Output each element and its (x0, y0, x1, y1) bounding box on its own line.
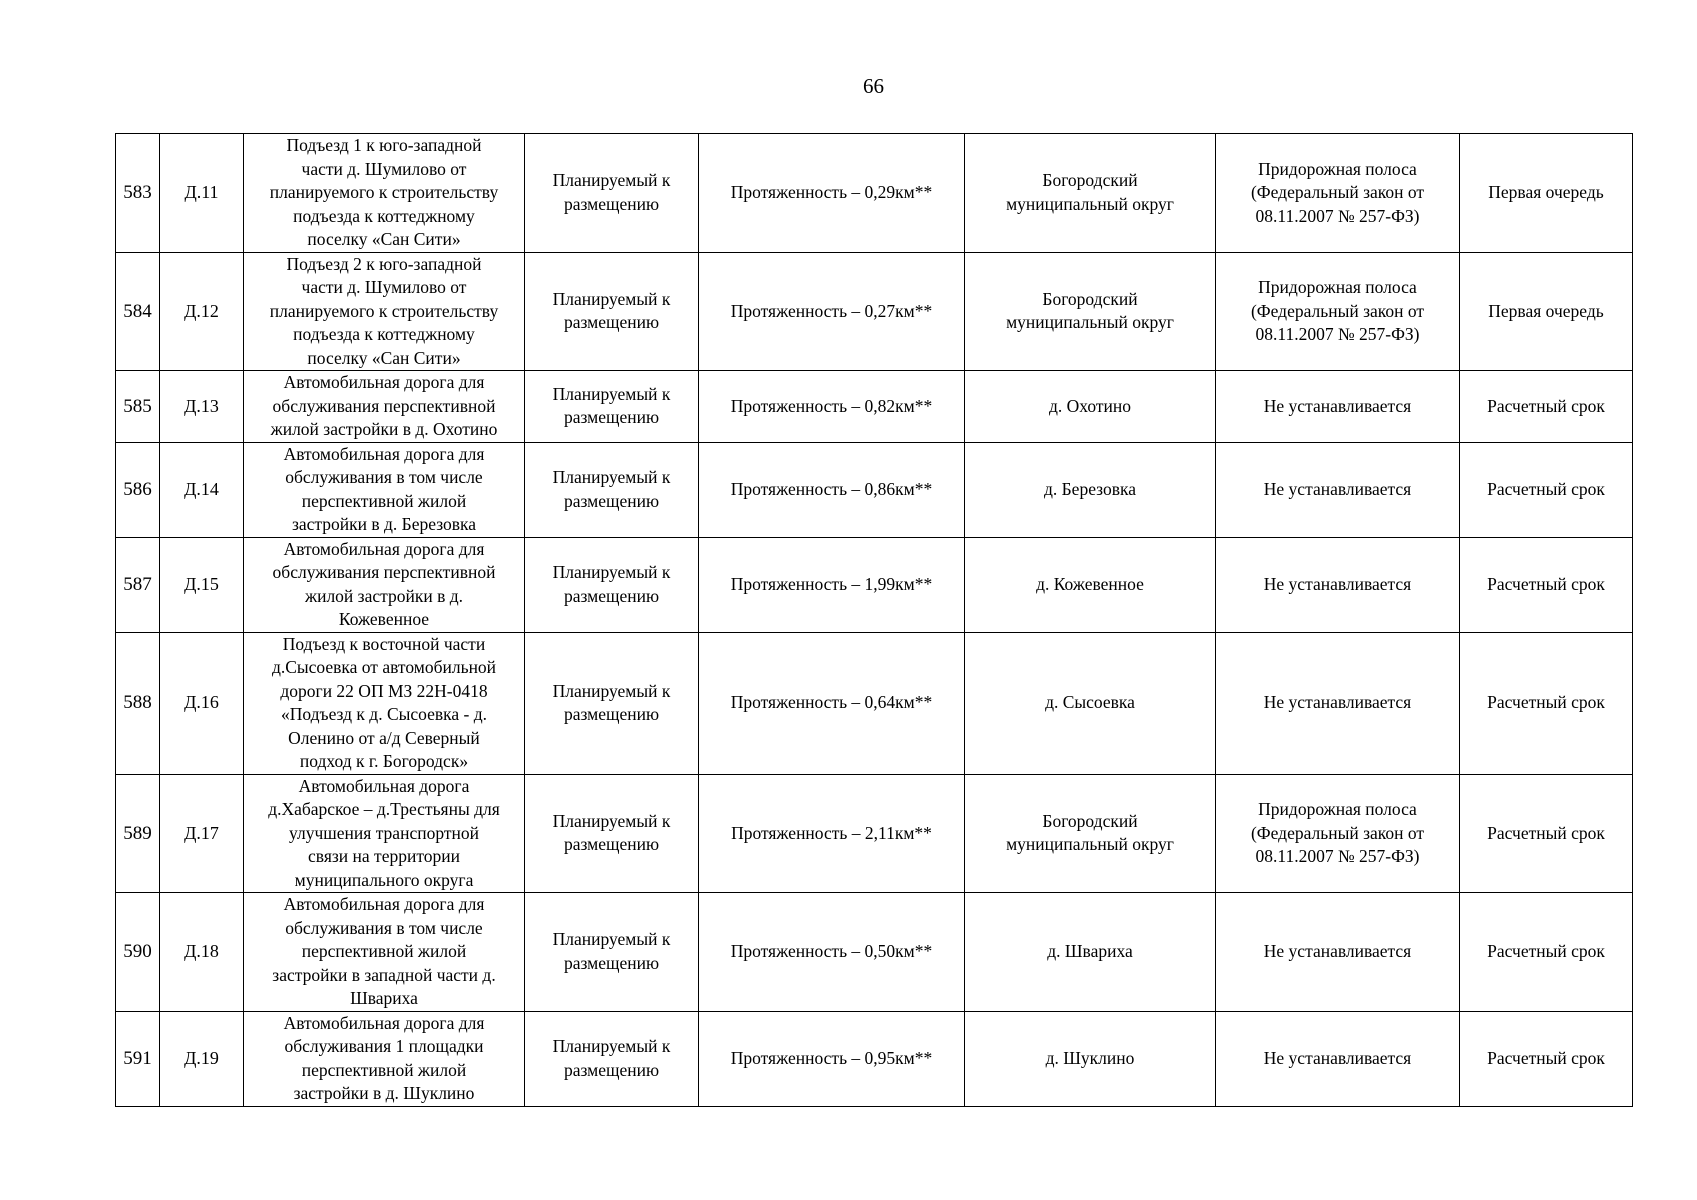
zone-cell (1216, 893, 1460, 1012)
object-code-cell: Д.16 (160, 632, 244, 774)
object-name-line: Автомобильная дорога для (283, 443, 485, 464)
row-number-cell: 584 (116, 252, 160, 371)
table-row (116, 1011, 1633, 1106)
zone-line: (Федеральный закон от (1250, 300, 1425, 321)
object-name-line: д.Сысоевка от автомобильной (271, 657, 497, 677)
object-name-line: Кожевенное (338, 609, 430, 629)
length-cell: Протяженность – 1,99км** (699, 537, 965, 632)
zone-line: Не устанавливается (1263, 692, 1412, 713)
term-cell: Расчетный срок (1460, 774, 1633, 893)
zone-line: Не устанавливается (1263, 941, 1412, 961)
object-name-line: подход к г. Богородск» (299, 751, 469, 771)
table-row (116, 774, 1633, 893)
term-cell: Расчетный срок (1460, 537, 1633, 632)
object-name-line: поселку «Сан Сити» (307, 347, 461, 368)
row-number-cell: 583 (116, 134, 160, 253)
zone-line: (Федеральный закон от (1250, 182, 1425, 202)
object-name-line: дороги 22 ОП МЗ 22Н-0418 (280, 680, 488, 701)
location-cell (965, 371, 1216, 443)
row-number-cell: 591 (116, 1011, 160, 1106)
object-code-cell: Д.17 (160, 774, 244, 893)
zone-cell (1216, 774, 1460, 893)
object-name-line: части д. Шумилово от (301, 158, 467, 179)
object-name-line: Автомобильная дорога для (283, 372, 485, 392)
status-line: размещению (563, 1059, 660, 1080)
zone-line: 08.11.2007 № 257-ФЗ) (1255, 205, 1420, 226)
status-line: размещению (563, 312, 660, 333)
object-name-line: «Подъезд к д. Сысоевка - д. (280, 704, 488, 724)
page-number: 66 (863, 74, 884, 98)
location-cell (965, 252, 1216, 371)
status-cell (525, 134, 699, 253)
zone-line: 08.11.2007 № 257-ФЗ) (1255, 324, 1420, 344)
object-name-line: перспективной жилой (301, 1059, 467, 1080)
status-cell (525, 774, 699, 893)
status-line: размещению (563, 193, 660, 214)
object-name-line: связи на территории (308, 846, 460, 866)
term-cell: Первая очередь (1460, 134, 1633, 253)
term-cell: Первая очередь (1460, 252, 1633, 371)
object-name-cell (244, 774, 525, 893)
object-code-cell: Д.14 (160, 442, 244, 537)
object-name-cell (244, 252, 525, 371)
zone-line: Не устанавливается (1263, 395, 1412, 416)
status-line: Планируемый к (552, 383, 671, 404)
row-number-cell: 588 (116, 632, 160, 774)
location-line: Богородский (1042, 810, 1138, 831)
object-name-line: перспективной жилой (301, 941, 467, 961)
object-name-cell (244, 893, 525, 1012)
location-cell (965, 537, 1216, 632)
location-line: д. Шуклино (1045, 1047, 1135, 1068)
status-line: размещению (563, 834, 660, 855)
status-line: размещению (563, 407, 660, 428)
location-cell (965, 893, 1216, 1012)
table-row (116, 442, 1633, 537)
object-name-line: подъезда к коттеджному (293, 324, 475, 344)
length-cell: Протяженность – 2,11км** (699, 774, 965, 893)
status-line: Планируемый к (552, 562, 671, 582)
object-name-line: обслуживания 1 площадки (284, 1036, 484, 1056)
object-name-line: части д. Шумилово от (301, 277, 467, 297)
object-code-cell: Д.12 (160, 252, 244, 371)
object-name-line: Автомобильная дорога для (283, 894, 485, 914)
term-cell: Расчетный срок (1460, 632, 1633, 774)
row-number-cell: 589 (116, 774, 160, 893)
table-row (116, 893, 1633, 1012)
status-cell (525, 371, 699, 443)
location-line: д. Сысоевка (1045, 692, 1135, 713)
object-name-cell (244, 442, 525, 537)
zone-cell (1216, 1011, 1460, 1106)
status-line: Планируемый к (552, 1036, 671, 1056)
object-name-line: перспективной жилой (301, 490, 467, 511)
zone-cell (1216, 252, 1460, 371)
location-line: д. Охотино (1048, 395, 1132, 416)
table-row (116, 371, 1633, 443)
object-name-line: жилой застройки в д. (304, 585, 463, 606)
object-name-cell (244, 632, 525, 774)
length-cell: Протяженность – 0,50км** (699, 893, 965, 1012)
object-name-line: д.Хабарское – д.Трестьяны для (268, 799, 500, 819)
zone-cell (1216, 442, 1460, 537)
status-line: размещению (563, 585, 660, 606)
object-code-cell: Д.13 (160, 371, 244, 443)
object-code-cell: Д.11 (160, 134, 244, 253)
zone-cell (1216, 537, 1460, 632)
object-name-line: жилой застройки в д. Охотино (270, 419, 498, 439)
location-cell (965, 442, 1216, 537)
location-line: муниципальный округ (1006, 193, 1174, 214)
object-name-line: Автомобильная дорога (298, 775, 470, 796)
status-line: Планируемый к (552, 929, 671, 950)
length-cell: Протяженность – 0,64км** (699, 632, 965, 774)
zone-cell (1216, 371, 1460, 443)
object-name-line: Автомобильная дорога для (283, 1012, 485, 1033)
zone-line: Придорожная полоса (1258, 799, 1417, 819)
status-cell (525, 252, 699, 371)
zone-line: (Федеральный закон от (1250, 822, 1425, 843)
status-line: Планируемый к (552, 467, 671, 487)
object-name-line: застройки в д. Березовка (291, 514, 477, 534)
table-row (116, 537, 1633, 632)
object-name-line: обслуживания в том числе (285, 917, 483, 938)
status-line: Планируемый к (552, 288, 671, 309)
location-cell (965, 632, 1216, 774)
row-number-cell: 585 (116, 371, 160, 443)
location-line: д. Березовка (1043, 478, 1137, 499)
status-cell (525, 632, 699, 774)
length-cell: Протяженность – 0,86км** (699, 442, 965, 537)
status-line: Планируемый к (552, 680, 671, 701)
status-line: размещению (563, 952, 660, 973)
table-row (116, 134, 1633, 253)
object-code-cell: Д.19 (160, 1011, 244, 1106)
term-cell: Расчетный срок (1460, 371, 1633, 443)
table-body (116, 134, 1633, 1107)
location-line: Богородский (1042, 288, 1138, 309)
location-cell (965, 1011, 1216, 1106)
status-line: размещению (563, 490, 660, 511)
status-line: Планируемый к (552, 170, 671, 191)
object-name-line: Швариха (350, 988, 418, 1008)
table-row (116, 252, 1633, 371)
object-name-line: планируемого к строительству (269, 300, 499, 321)
term-cell: Расчетный срок (1460, 893, 1633, 1012)
location-line: д. Швариха (1047, 941, 1133, 961)
location-line: Богородский (1042, 170, 1138, 191)
location-cell (965, 774, 1216, 893)
status-cell (525, 1011, 699, 1106)
zone-line: Придорожная полоса (1258, 277, 1417, 297)
object-code-cell: Д.15 (160, 537, 244, 632)
location-line: д. Кожевенное (1036, 573, 1144, 594)
status-cell (525, 537, 699, 632)
status-cell (525, 893, 699, 1012)
location-line: муниципальный округ (1006, 834, 1174, 855)
row-number-cell: 590 (116, 893, 160, 1012)
object-name-line: муниципального округа (294, 869, 474, 890)
table-row (116, 632, 1633, 774)
location-line: муниципальный округ (1006, 312, 1174, 333)
zone-line: 08.11.2007 № 257-ФЗ) (1255, 846, 1420, 866)
row-number-cell: 587 (116, 537, 160, 632)
zone-line: Не устанавливается (1263, 478, 1412, 499)
object-name-line: обслуживания в том числе (285, 467, 483, 487)
length-cell: Протяженность – 0,82км** (699, 371, 965, 443)
term-cell: Расчетный срок (1460, 1011, 1633, 1106)
zone-line: Не устанавливается (1263, 1047, 1412, 1068)
object-name-line: застройки в западной части д. (272, 964, 496, 985)
object-name-line: улучшения транспортной (289, 822, 479, 843)
object-name-line: Оленино от а/д Северный (288, 727, 480, 748)
row-number-cell: 586 (116, 442, 160, 537)
location-cell (965, 134, 1216, 253)
status-line: размещению (563, 704, 660, 724)
object-code-cell: Д.18 (160, 893, 244, 1012)
object-name-cell (244, 371, 525, 443)
zone-line: Не устанавливается (1263, 573, 1412, 594)
object-name-line: обслуживания перспективной (272, 395, 496, 416)
objects-table (115, 133, 1633, 1107)
zone-line: Придорожная полоса (1258, 158, 1417, 179)
object-name-line: Автомобильная дорога для (283, 538, 485, 559)
status-line: Планируемый к (552, 810, 671, 831)
status-cell (525, 442, 699, 537)
object-name-cell (244, 1011, 525, 1106)
object-name-line: подъезда к коттеджному (293, 205, 475, 226)
object-name-line: застройки в д. Шуклино (293, 1083, 475, 1103)
object-name-cell (244, 537, 525, 632)
length-cell: Протяженность – 0,27км** (699, 252, 965, 371)
zone-cell (1216, 134, 1460, 253)
length-cell: Протяженность – 0,29км** (699, 134, 965, 253)
object-name-line: Подъезд 1 к юго-западной (286, 135, 482, 155)
object-name-line: обслуживания перспективной (272, 562, 496, 582)
object-name-line: Подъезд к восточной части (282, 633, 486, 654)
object-name-line: планируемого к строительству (269, 182, 499, 202)
object-name-line: Подъезд 2 к юго-западной (286, 253, 482, 274)
zone-cell (1216, 632, 1460, 774)
term-cell: Расчетный срок (1460, 442, 1633, 537)
length-cell: Протяженность – 0,95км** (699, 1011, 965, 1106)
object-name-line: поселку «Сан Сити» (307, 229, 461, 249)
object-name-cell (244, 134, 525, 253)
